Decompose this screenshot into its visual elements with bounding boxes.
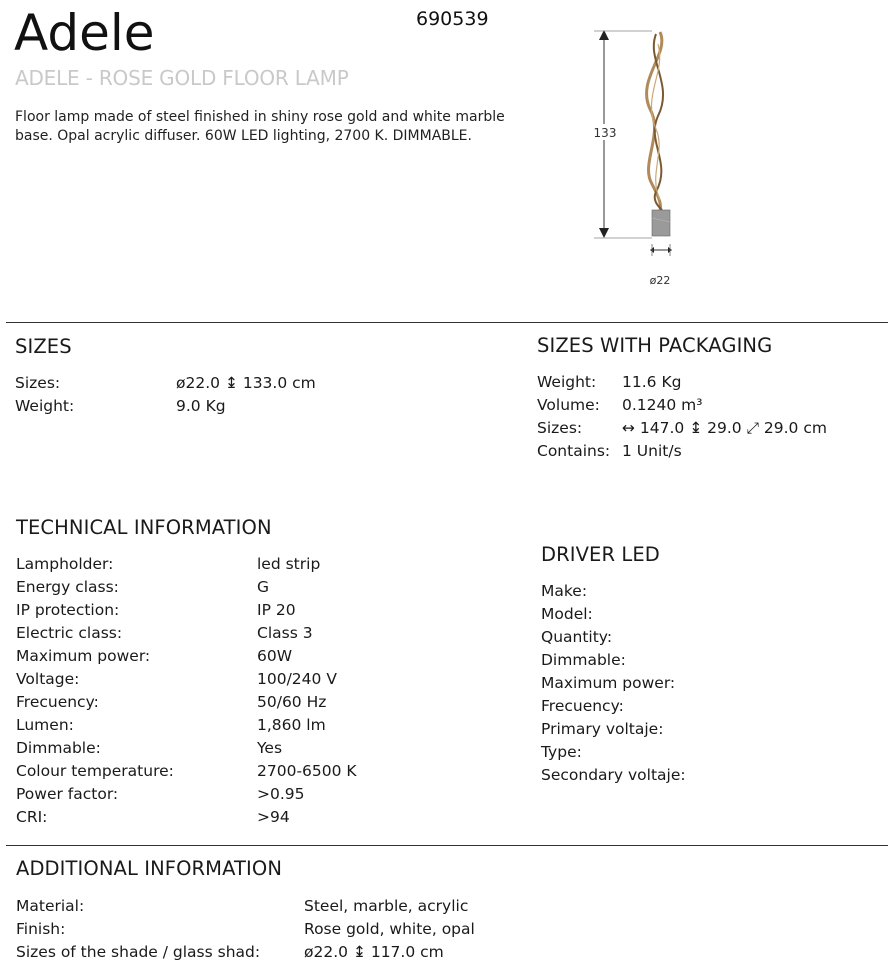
packaging-heading: SIZES WITH PACKAGING [537, 334, 773, 357]
technical-row-value: IP 20 [257, 601, 296, 619]
sizes-row-label: Sizes: [15, 374, 61, 392]
driver-row-label: Secondary voltaje: [541, 766, 686, 784]
packaging-row-label: Volume: [537, 396, 600, 414]
packaging-row-value: ↔ 147.0 ↨ 29.0 ⤢ 29.0 cm [622, 419, 827, 437]
additional-row-value: Rose gold, white, opal [304, 920, 475, 938]
packaging-row-label: Sizes: [537, 419, 583, 437]
lamp-drawing [586, 24, 696, 298]
divider [6, 845, 888, 846]
product-reference: 690539 [416, 8, 489, 30]
technical-row-label: CRI: [16, 808, 48, 826]
technical-row-label: Energy class: [16, 578, 119, 596]
driver-row-label: Dimmable: [541, 651, 626, 669]
packaging-row-value: 1 Unit/s [622, 442, 682, 460]
technical-row-value: Class 3 [257, 624, 313, 642]
sizes-row-value: ø22.0 ↨ 133.0 cm [176, 374, 316, 392]
divider [6, 322, 888, 323]
driver-row-label: Quantity: [541, 628, 613, 646]
packaging-row-value: 0.1240 m³ [622, 396, 703, 414]
additional-row-value: ø22.0 ↨ 117.0 cm [304, 943, 444, 961]
technical-row-label: Frecuency: [16, 693, 99, 711]
additional-row-label: Material: [16, 897, 85, 915]
driver-row-label: Primary voltaje: [541, 720, 664, 738]
additional-heading: ADDITIONAL INFORMATION [16, 857, 283, 880]
technical-row-value: >94 [257, 808, 290, 826]
technical-row-label: Power factor: [16, 785, 119, 803]
packaging-row-value: 11.6 Kg [622, 373, 682, 391]
technical-heading: TECHNICAL INFORMATION [16, 516, 272, 539]
driver-row-label: Make: [541, 582, 588, 600]
product-description: Floor lamp made of steel finished in shiny rose gold and white marble base. Opal acrylic diffuser. 60W LED lighting, 2700 K. DIMMABLE. [15, 109, 505, 144]
packaging-row-label: Contains: [537, 442, 611, 460]
sizes-row-value: 9.0 Kg [176, 397, 226, 415]
technical-row-label: Lampholder: [16, 555, 114, 573]
technical-row-label: Dimmable: [16, 739, 101, 757]
technical-row-label: Electric class: [16, 624, 123, 642]
technical-row-value: 100/240 V [257, 670, 337, 688]
driver-row-label: Maximum power: [541, 674, 676, 692]
technical-row-label: Voltage: [16, 670, 80, 688]
height-dimension-label: 133 [593, 126, 617, 140]
technical-row-value: 50/60 Hz [257, 693, 327, 711]
technical-row-value: 60W [257, 647, 293, 665]
driver-heading: DRIVER LED [541, 543, 660, 566]
technical-row-value: 1,860 lm [257, 716, 326, 734]
technical-row-label: Colour temperature: [16, 762, 174, 780]
driver-row-label: Model: [541, 605, 593, 623]
technical-row-value: led strip [257, 555, 321, 573]
packaging-row-label: Weight: [537, 373, 597, 391]
driver-row-label: Type: [541, 743, 582, 761]
additional-row-value: Steel, marble, acrylic [304, 897, 469, 915]
product-subtitle: ADELE - ROSE GOLD FLOOR LAMP [15, 66, 349, 90]
sizes-heading: SIZES [15, 335, 72, 358]
technical-row-value: 2700-6500 K [257, 762, 357, 780]
product-title: Adele [14, 4, 155, 62]
driver-row-label: Frecuency: [541, 697, 624, 715]
diameter-dimension-label: ø22 [649, 274, 671, 287]
technical-row-label: IP protection: [16, 601, 120, 619]
additional-row-label: Finish: [16, 920, 66, 938]
additional-row-label: Sizes of the shade / glass shad: [16, 943, 261, 961]
technical-row-label: Maximum power: [16, 647, 151, 665]
technical-row-value: G [257, 578, 270, 596]
technical-row-value: >0.95 [257, 785, 305, 803]
sizes-row-label: Weight: [15, 397, 75, 415]
technical-row-label: Lumen: [16, 716, 74, 734]
technical-row-value: Yes [257, 739, 283, 757]
